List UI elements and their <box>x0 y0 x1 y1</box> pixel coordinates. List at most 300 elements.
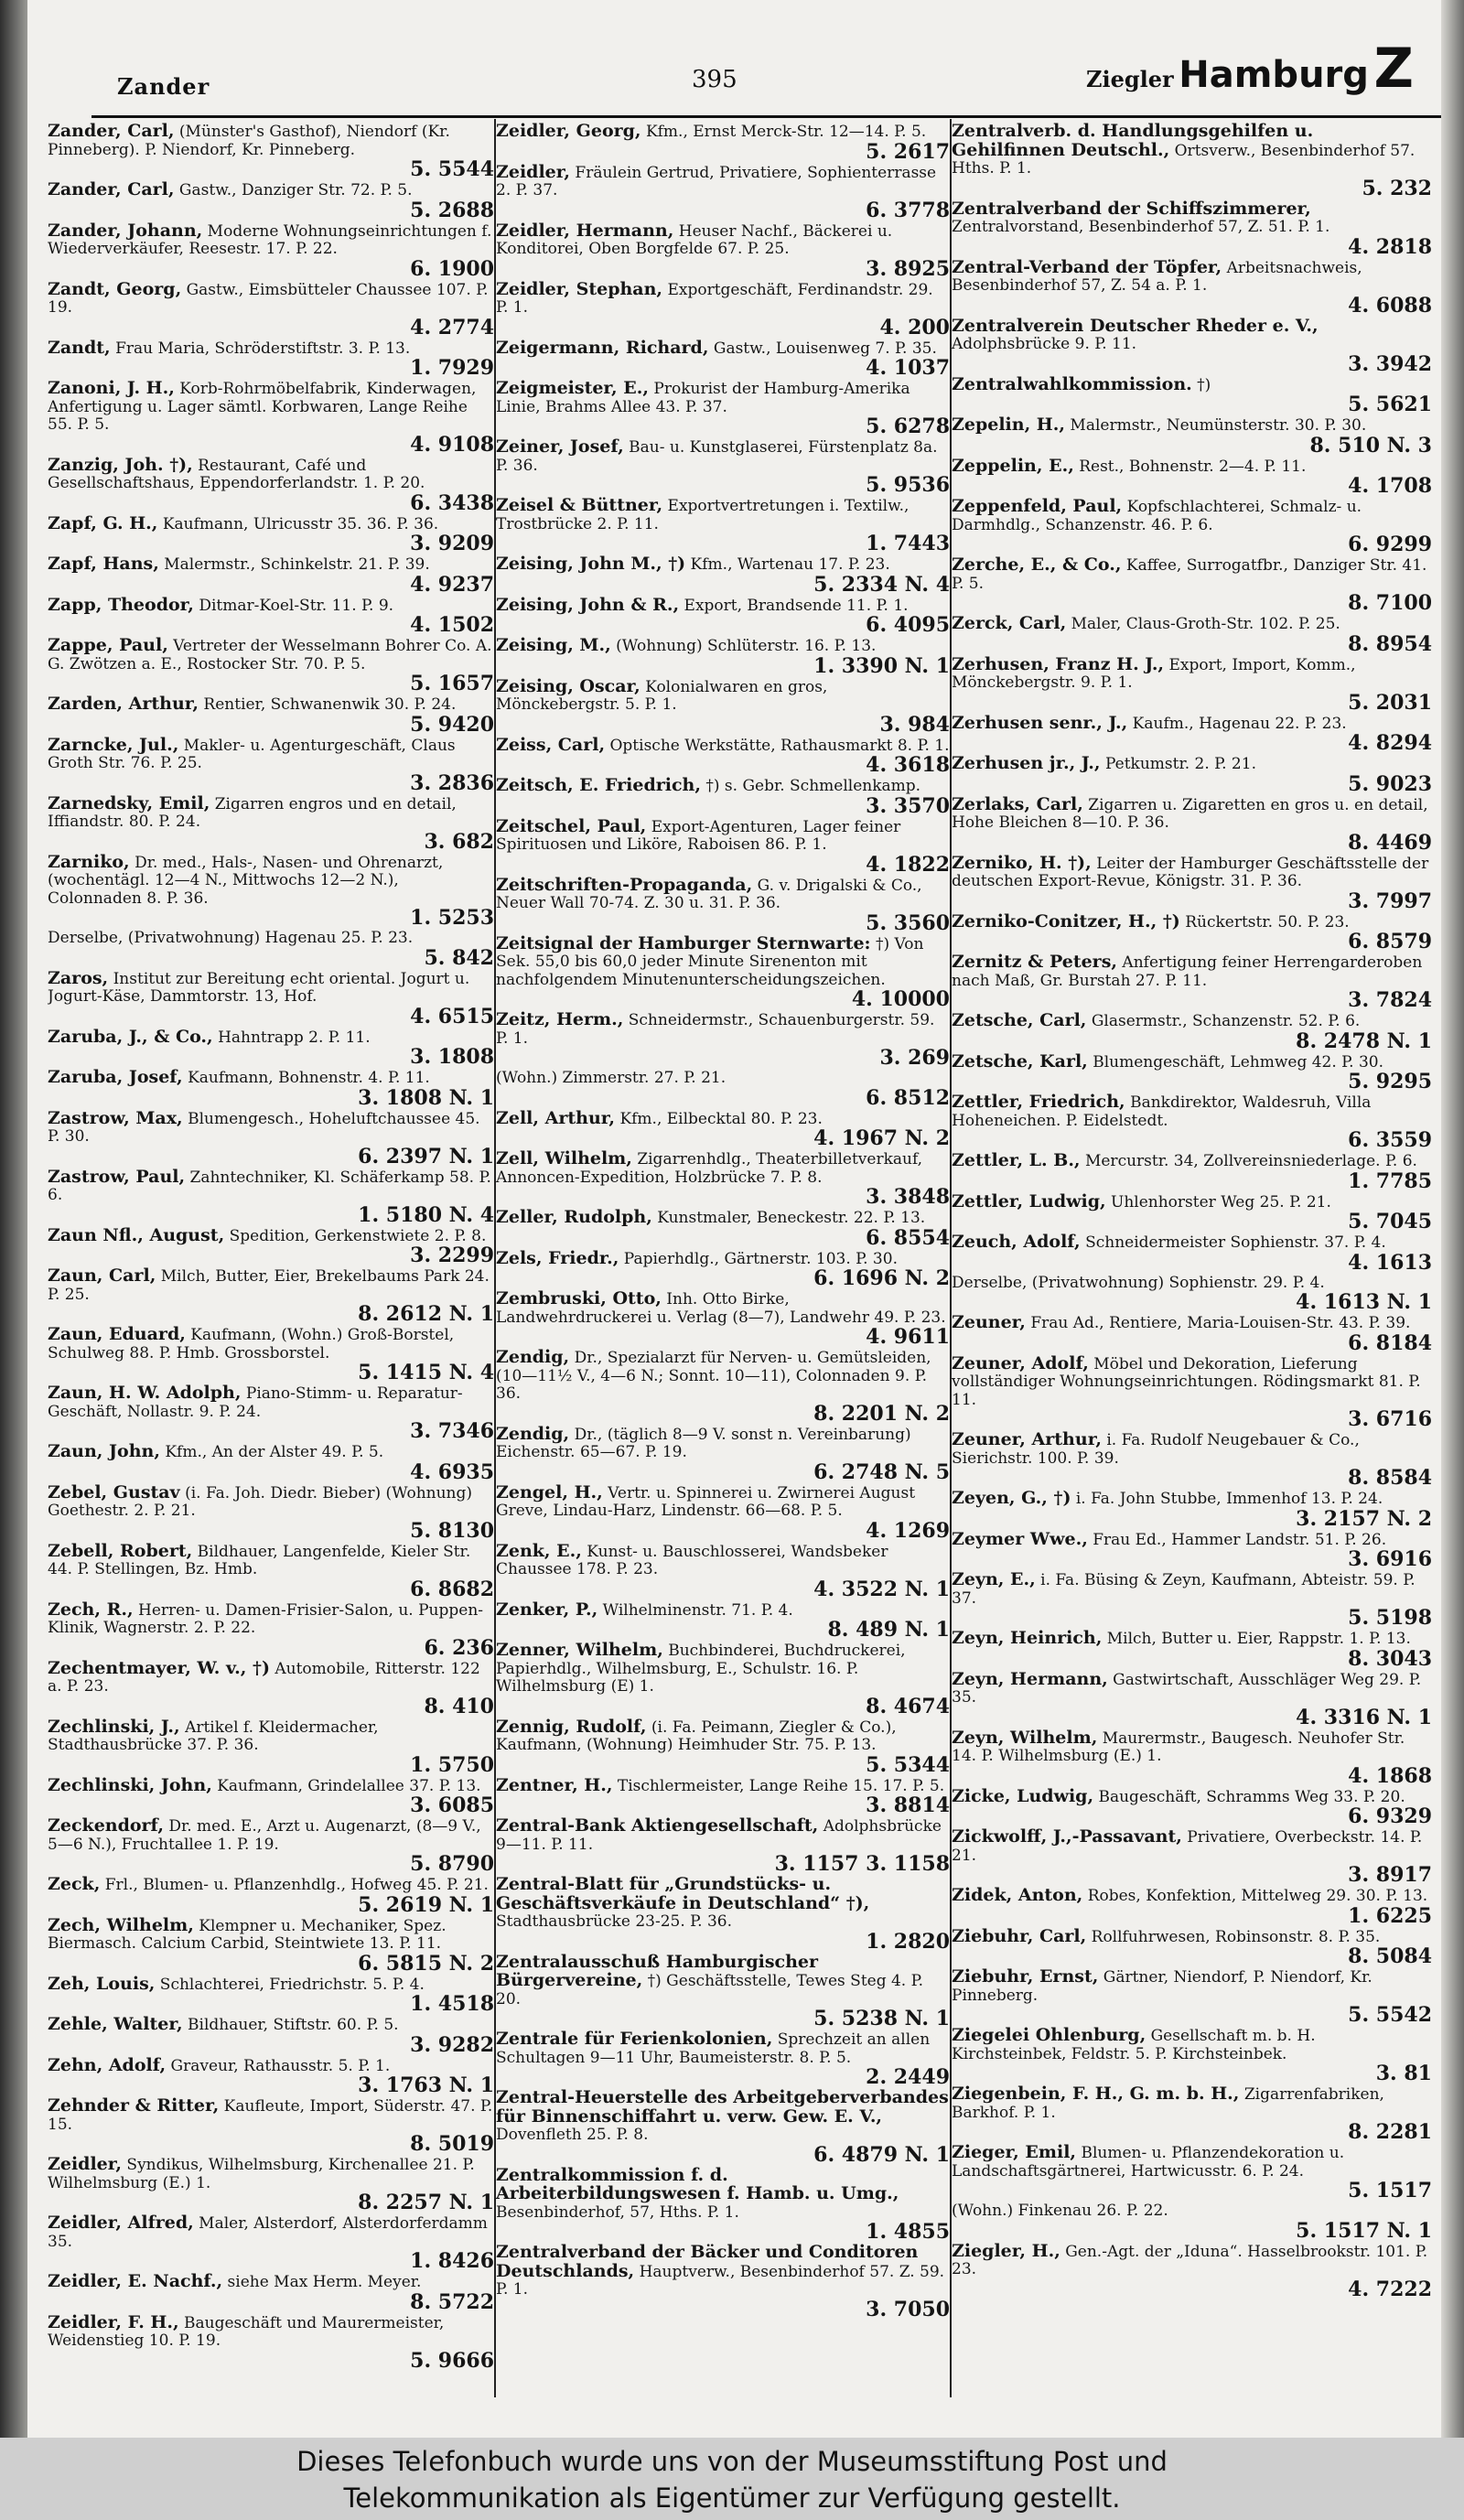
listing-details: Frl., Blumen- u. Pflanzenhdlg., Hofweg 45. P. 21. <box>104 1876 489 1894</box>
phone-number: 8. 489 N. 1 <box>827 1618 950 1642</box>
listing-details: Gastw., Louisenweg 7. P. 35. <box>713 339 937 358</box>
listing-name: Zeck, <box>48 1874 101 1894</box>
phone-number: 3. 7997 <box>1348 888 1432 913</box>
phone-number: 4. 1037 <box>866 356 950 380</box>
phone-number: 8. 4674 <box>866 1694 950 1718</box>
listing-name: Zastrow, Max, <box>48 1107 183 1128</box>
listing-details: siehe Max Herm. Meyer. <box>227 2273 422 2291</box>
phone-number: 6. 8184 <box>1348 1330 1432 1355</box>
listing-name: Zapf, G. H., <box>48 512 158 533</box>
listing-name: Zeppenfeld, Paul, <box>952 496 1123 516</box>
phone-number: 8. 2201 N. 2 <box>813 1401 950 1426</box>
listing-body <box>496 497 950 533</box>
listing-entry <box>952 2085 1432 2142</box>
listing-name: Zentralverband der Schiffszimmerer, <box>952 198 1311 219</box>
listing-entry <box>48 1224 494 1267</box>
phone-number: 3. 6716 <box>1348 1407 1432 1431</box>
listing-entry <box>496 1070 950 1108</box>
listing-name: Zerck, Carl, <box>952 613 1067 633</box>
listing-body <box>952 2240 1432 2279</box>
listing-entry <box>496 123 950 162</box>
listing-name: Ziegenbein, F. H., G. m. b. H., <box>952 2084 1240 2104</box>
listing-entry <box>48 1267 494 1324</box>
listing-entry <box>952 1828 1432 1885</box>
listing-entry <box>48 594 494 637</box>
phone-number: 3. 6085 <box>410 1793 494 1817</box>
listing-details: Rentier, Schwanenwik 30. P. 24. <box>203 695 457 714</box>
listing-entry <box>496 1349 950 1424</box>
listing-body <box>48 222 494 259</box>
listing-details: Kaffee, Surrogatfbr., Danziger Str. 41. P. 5. <box>952 556 1427 593</box>
phone-number: 8. 2281 <box>1348 2120 1432 2144</box>
phone-number: 6. 3559 <box>1348 1128 1432 1152</box>
listing-details: Zigarrenfabriken, Barkhof. P. 1. <box>952 2085 1384 2122</box>
listing-details: Gesellschaft m. b. H. Kirchsteinbek, Feldstr. 5. P. Kirchsteinbek. <box>952 2027 1316 2063</box>
header-left-word: Zander <box>117 73 210 100</box>
listing-entry <box>48 695 494 735</box>
phone-number: 4. 9108 <box>410 432 494 457</box>
phone-number: 3. 81 <box>1375 2062 1432 2085</box>
listing-details: Spedition, Gerkenstwiete 2. P. 8. <box>229 1226 487 1245</box>
directory-page <box>27 0 1441 2438</box>
listing-entry <box>952 1630 1432 1669</box>
column-3 <box>952 123 1432 2399</box>
listing-name: Zenner, Wilhelm, <box>496 1640 663 1660</box>
listing-details: Möbel und Dekoration, Lieferung vollständiger Wohnungseinrichtungen. Rödingsmarkt 81. P. 11. <box>952 1354 1421 1409</box>
listing-body <box>48 1817 494 1854</box>
phone-number: 1. 7929 <box>410 356 494 380</box>
listing-entry <box>496 932 950 1011</box>
listing-body <box>952 953 1432 990</box>
listing-details: Uhlenhorster Weg 25. P. 21. <box>1111 1192 1331 1212</box>
listing-details: Rest., Bohnenstr. 2—4. P. 11. <box>1079 457 1307 476</box>
phone-number: 8. 2478 N. 1 <box>1296 1028 1432 1053</box>
listing-details: Wilhelminenstr. 71. P. 4. <box>602 1600 793 1620</box>
listing-body <box>496 1481 950 1521</box>
listing-details: Dr. med., Hals-, Nasen- und Ohrenarzt, (wochentägl. 12—4 N., Mittwochs 12—2 N.), Colonnaden 8. P. 36. <box>48 853 444 908</box>
listing-details: Optische Werkstätte, Rathausmarkt 8. P. 1. <box>609 736 950 755</box>
listing-details: Export, Brandsende 11. P. 1. <box>684 596 909 615</box>
listing-entry <box>48 380 494 455</box>
listing-name: Zendig, <box>496 1423 570 1444</box>
phone-number: 6. 4879 N. 1 <box>813 2142 950 2167</box>
phone-number: 4. 1269 <box>866 1518 950 1543</box>
listing-name: Zeigermann, Richard, <box>496 337 709 358</box>
listing-body <box>952 793 1432 833</box>
listing-entry <box>48 1914 494 1976</box>
listing-body <box>48 637 494 673</box>
listing-body <box>496 1951 950 2009</box>
listing-name: Zell, Wilhelm, <box>496 1148 632 1168</box>
listing-name: Zeitsignal der Hamburger Sternwarte: <box>496 932 871 953</box>
listing-name: Zidek, Anton, <box>952 1885 1083 1905</box>
listing-details: Makler- u. Agenturgeschäft, Claus Groth Str. 76. P. 25. <box>48 736 456 772</box>
listing-details: Herren- u. Damen-Frisier-Salon, u. Puppen-Klinik, Wagnerstr. 2. P. 22. <box>48 1600 484 1637</box>
listing-name: Ziebuhr, Ernst, <box>952 1966 1099 1987</box>
listing-body <box>48 339 494 359</box>
listing-details: Bau- u. Kunstglaserei, Fürstenplatz 8a. P. 36. <box>496 438 938 475</box>
listing-entry <box>952 416 1432 456</box>
listing-name: Zeising, John & R., <box>496 594 680 615</box>
phone-number: 8. 5084 <box>1348 1944 1432 1968</box>
listing-name: Zeidler, E. Nachf., <box>48 2271 223 2291</box>
listing-body <box>952 1968 1432 2005</box>
listing-body <box>48 695 494 715</box>
column-2 <box>496 123 950 2399</box>
listing-name: Zernitz & Peters, <box>952 952 1118 972</box>
listing-entry <box>48 2214 494 2271</box>
listing-name: Zeising, John M., †) <box>496 554 686 574</box>
listing-body <box>48 930 494 948</box>
listing-name: Zetsche, Karl, <box>952 1050 1088 1072</box>
listing-body <box>496 932 950 990</box>
phone-number: 5. 5344 <box>866 1752 950 1777</box>
listing-name: Zeyn, Wilhelm, <box>952 1727 1098 1748</box>
listing-entry <box>952 852 1432 913</box>
column-1 <box>48 123 494 2399</box>
listing-entry <box>48 1973 494 2016</box>
listing-name: Zeckendorf, <box>48 1815 164 1836</box>
phone-number: 4. 1868 <box>1348 1763 1432 1788</box>
listing-entry <box>952 793 1432 855</box>
footer-line-2: Telekommunikation als Eigentümer zur Verfügung gestellt. <box>343 2482 1121 2514</box>
listing-entry <box>952 1528 1432 1571</box>
listing-entry <box>496 734 950 777</box>
listing-name: Zentralverein Deutscher Rheder e. V., <box>952 315 1319 336</box>
phone-number: 3. 1808 <box>410 1045 494 1069</box>
listing-entry <box>496 380 950 436</box>
phone-number: 8. 2612 N. 1 <box>358 1302 494 1326</box>
listing-name: Zettler, L. B., <box>952 1150 1081 1170</box>
listing-entry <box>496 1642 950 1717</box>
listing-body <box>496 380 950 416</box>
listing-name: Zarncke, Jul., <box>48 734 179 755</box>
listing-body <box>48 1107 494 1147</box>
listing-entry <box>952 1729 1432 1786</box>
listing-details: †) <box>1197 375 1211 394</box>
phone-number: 4. 2818 <box>1348 234 1432 259</box>
listing-body <box>48 594 494 616</box>
listing-body <box>48 1601 494 1638</box>
phone-number: 5. 8790 <box>410 1852 494 1876</box>
listing-details: Blumen- u. Pflanzendekoration u. Landschaftsgärtnerei, Hartwicusstr. 6. P. 24. <box>952 2144 1345 2181</box>
listing-entry <box>48 1774 494 1817</box>
listing-entry <box>496 1481 950 1543</box>
listing-entry <box>952 1571 1432 1628</box>
listing-body <box>48 1481 494 1521</box>
listing-details: Korb-Rohrmöbelfabrik, Kinderwagen, Anfertigung u. Lager sämtl. Korbwaren, Lange Reihe 55. P. 5. <box>48 380 477 434</box>
listing-details: Rollfuhrwesen, Robinsonstr. 8. P. 35. <box>1091 1927 1381 1946</box>
listing-details: Kfm., Ernst Merck-Str. 12—14. P. 5. <box>645 123 927 141</box>
phone-number: 8. 410 <box>424 1694 494 1718</box>
listing-entry <box>48 2016 494 2055</box>
listing-body <box>48 2016 494 2035</box>
header-right-word: Ziegler <box>1085 66 1174 92</box>
phone-number: 5. 2334 N. 4 <box>813 572 950 597</box>
listing-details: Besenbinderhof, 57, Hths. P. 1. <box>496 2202 739 2222</box>
listing-details: Zahntechniker, Kl. Schäferkamp 58. P. 6. <box>48 1168 491 1204</box>
listing-details: Maler, Claus-Groth-Str. 102. P. 25. <box>1071 615 1340 633</box>
listing-details: Zigarrenhdlg., Theaterbilletverkauf, Annoncen-Expedition, Holzbrücke 7. P. 8. <box>496 1150 923 1187</box>
phone-number: 1. 7785 <box>1348 1168 1432 1193</box>
listing-body <box>48 734 494 773</box>
listing-details: Kaufmann, Bohnenstr. 4. P. 11. <box>188 1069 430 1087</box>
listing-entry <box>952 910 1432 953</box>
listing-name: Zeidler, Stephan, <box>496 278 663 299</box>
listing-entry <box>496 1011 950 1068</box>
phone-number: 3. 7824 <box>1348 988 1432 1012</box>
phone-number: 3. 8814 <box>866 1793 950 1817</box>
listing-name: Zeidler, <box>496 161 571 182</box>
phone-number: 1. 5180 N. 4 <box>358 1202 494 1227</box>
phone-number: 4. 1708 <box>1348 474 1432 498</box>
listing-details: Dr., (täglich 8—9 V. sonst n. Vereinbarung) Eichenstr. 65—67. P. 19. <box>496 1425 911 1461</box>
listing-name: Zettler, Friedrich, <box>952 1092 1125 1112</box>
phone-number: 5. 7045 <box>1348 1210 1432 1233</box>
listing-body <box>48 380 494 435</box>
listing-entry <box>496 1247 950 1290</box>
listing-entry <box>496 497 950 554</box>
listing-name: Zandt, Georg, <box>48 278 182 299</box>
listing-entry <box>496 2244 950 2320</box>
footer-line-1: Dieses Telefonbuch wurde uns von der Museumsstiftung Post und <box>296 2446 1168 2477</box>
listing-body <box>952 1925 1432 1947</box>
listing-details: Bildhauer, Langenfelde, Kieler Str. 44. P. Stellingen, Bz. Hmb. <box>48 1542 471 1578</box>
listing-entry <box>952 1925 1432 1968</box>
listing-name: Zeitz, Herm., <box>496 1009 624 1029</box>
listing-entry <box>496 2164 950 2244</box>
listing-body <box>952 1233 1432 1253</box>
phone-number: 5. 9666 <box>410 2348 494 2373</box>
listing-entry <box>48 851 494 930</box>
listing-details: Schneidermeister Sophienstr. 37. P. 4. <box>1085 1233 1386 1252</box>
listing-entry <box>48 1481 494 1543</box>
listing-details: Kaufmann, (Wohn.) Groß-Borstel, Schulweg 88. P. Hmb. Grossborstel. <box>48 1326 455 1362</box>
listing-name: Ziegler, H., <box>952 2240 1060 2261</box>
listing-details: Frau Ed., Hammer Landstr. 51. P. 26. <box>1093 1530 1387 1549</box>
listing-entry <box>48 1718 494 1775</box>
phone-number: 5. 8130 <box>410 1518 494 1543</box>
listing-name: Zeuner, <box>952 1312 1026 1332</box>
listing-details: Export, Import, Komm., Mönckebergstr. 9. P. 1. <box>952 655 1356 692</box>
listing-name: Zeyn, E., <box>952 1569 1036 1589</box>
listing-details: Malermstr., Schinkelstr. 21. P. 39. <box>164 555 430 574</box>
phone-number: 3. 2836 <box>410 770 494 795</box>
phone-number: 5. 5621 <box>1348 393 1432 416</box>
listing-entry <box>952 1431 1432 1488</box>
phone-number: 8. 510 N. 3 <box>1309 433 1432 458</box>
listing-details: (Wohn.) Zimmerstr. 27. P. 21. <box>496 1069 727 1087</box>
phone-number: 1. 7443 <box>866 532 950 555</box>
listing-details: Derselbe, (Privatwohnung) Sophienstr. 29. P. 4. <box>952 1273 1325 1292</box>
listing-entry <box>48 2156 494 2213</box>
phone-number: 6. 9299 <box>1348 533 1432 556</box>
listing-entry <box>952 1275 1432 1313</box>
phone-number: 6. 8579 <box>1348 930 1432 953</box>
listing-body <box>952 1190 1432 1212</box>
listing-details: Ditmar-Koel-Str. 11. P. 9. <box>199 596 394 615</box>
listing-entry <box>952 755 1432 794</box>
listing-body <box>48 1069 494 1088</box>
listing-details: Institut zur Bereitung echt oriental. Jogurt u. Jogurt-Käse, Dammtorstr. 13, Hof. <box>48 969 470 1006</box>
listing-body <box>496 734 950 756</box>
listing-body <box>496 1642 950 1696</box>
listing-name: Zentral-Bank Aktiengesellschaft, <box>496 1815 819 1836</box>
listing-entry <box>496 1107 950 1150</box>
listing-details: (Wohn.) Finkenau 26. P. 22. <box>952 2202 1168 2220</box>
phone-number: 8. 5722 <box>410 2289 494 2314</box>
listing-body <box>48 1028 494 1048</box>
listing-name: Zentner, H., <box>496 1774 613 1795</box>
listing-details: Gastw., Eimsbütteler Chaussee 107. P. 19. <box>48 280 489 317</box>
listing-details: Stadthausbrücke 23-25. P. 36. <box>496 1912 732 1931</box>
listing-body <box>952 1630 1432 1649</box>
listing-details: Glasermstr., Schanzenstr. 52. P. 6. <box>1091 1012 1361 1030</box>
listing-name: Zickwolff, J.,-Passavant, <box>952 1826 1182 1847</box>
listing-entry <box>952 712 1432 755</box>
phone-number: 1. 3390 N. 1 <box>813 653 950 678</box>
listing-name: Zeymer Wwe., <box>952 1528 1088 1549</box>
phone-number: 8. 8954 <box>1348 631 1432 656</box>
listing-name: Zech, R., <box>48 1599 134 1620</box>
listing-entry <box>496 777 950 816</box>
listing-entry <box>48 1601 494 1658</box>
listing-details: Adolphsbrücke 9. P. 11. <box>952 335 1137 353</box>
phone-number: 3. 8917 <box>1348 1863 1432 1887</box>
listing-body <box>48 1224 494 1246</box>
listing-entry <box>496 161 950 222</box>
listing-body <box>496 1011 950 1048</box>
listing-body <box>48 278 494 318</box>
listing-details: Buchbinderei, Buchdruckerei, Papierhdlg., Wilhelmsburg, E., Schulstr. 16. P. Wilhelmsburg (E) 1. <box>496 1642 906 1696</box>
listing-entry <box>496 1150 950 1207</box>
listing-entry <box>496 675 950 737</box>
listing-body <box>952 498 1432 534</box>
listing-entry <box>48 339 494 379</box>
listing-body <box>496 815 950 855</box>
listing-name: Zicke, Ludwig, <box>952 1785 1094 1806</box>
listing-details: Kaufmann, Ulricusstr 35. 36. P. 36. <box>162 514 439 533</box>
phone-number: 6. 8682 <box>410 1577 494 1601</box>
listing-body <box>952 852 1432 891</box>
listing-details: †) Von Sek. 55,0 bis 60,0 jeder Minute Sirenenton mit nachfolgendem Minutenunterscheidungszeichen. <box>496 934 924 989</box>
listing-name: Zeyen, G., †) <box>952 1488 1071 1508</box>
listing-body <box>952 712 1432 734</box>
listing-name: Zaun, John, <box>48 1441 160 1461</box>
listing-name: Zaun, Carl, <box>48 1265 156 1286</box>
listing-body <box>48 1168 494 1205</box>
listing-body <box>496 1290 950 1327</box>
listing-details: G. v. Drigalski & Co., Neuer Wall 70-74. Z. 30 u. 31. P. 36. <box>496 876 922 912</box>
listing-body <box>952 455 1432 477</box>
listing-details: Fräulein Gertrud, Privatiere, Sophienterrasse 2. P. 37. <box>496 163 937 199</box>
phone-number: 3. 7050 <box>866 2297 950 2321</box>
listing-body <box>48 967 494 1007</box>
phone-number: 8. 8584 <box>1348 1466 1432 1490</box>
listing-name: Zehn, Adolf, <box>48 2054 167 2075</box>
phone-number: 6. 9329 <box>1348 1804 1432 1828</box>
phone-number: 5. 5544 <box>410 157 494 181</box>
header-rule <box>92 115 1441 118</box>
listing-name: Zerniko, H. †), <box>952 852 1092 873</box>
listing-entry <box>48 930 494 968</box>
listing-body <box>496 1601 950 1621</box>
listing-name: Zehle, Walter, <box>48 2014 183 2034</box>
phone-number: 5. 1517 <box>1348 2179 1432 2202</box>
listing-body <box>952 1050 1432 1072</box>
phone-number: 4. 6515 <box>410 1004 494 1028</box>
listing-entry <box>48 454 494 515</box>
phone-number: 3. 3942 <box>1348 351 1432 376</box>
phone-number: 3. 984 <box>879 712 950 737</box>
listing-body <box>952 2085 1432 2122</box>
listing-entry <box>48 1028 494 1068</box>
listing-entry <box>952 1233 1432 1273</box>
listing-entry <box>48 1657 494 1718</box>
listing-body <box>952 2027 1432 2063</box>
listing-body <box>496 1718 950 1755</box>
listing-name: Zembruski, Otto, <box>496 1288 662 1308</box>
listing-body <box>496 874 950 913</box>
phone-number: 3. 8925 <box>866 256 950 281</box>
listing-name: Zeitsch, E. Friedrich, <box>496 775 701 795</box>
phone-number: 5. 3560 <box>866 910 950 935</box>
listing-body <box>496 123 950 142</box>
listing-entry <box>496 1290 950 1347</box>
listing-details: Adolphsbrücke 9—11. P. 11. <box>496 1817 942 1854</box>
listing-entry <box>496 1817 950 1874</box>
phone-number: 5. 9536 <box>866 473 950 497</box>
listing-body <box>496 2164 950 2223</box>
listing-entry <box>48 1069 494 1108</box>
listing-name: Zentral-Blatt für „Grundstücks- u. Geschäftsverkäufe in Deutschland“ †), <box>496 1874 870 1913</box>
listing-body <box>496 1774 950 1796</box>
listing-details: Dovenfleth 25. P. 8. <box>496 2126 649 2144</box>
listing-details: Frau Ad., Rentiere, Maria-Louisen-Str. 43. P. 39. <box>1030 1314 1411 1332</box>
listing-name: Zeiner, Josef, <box>496 436 624 457</box>
listing-details: Piano-Stimm- u. Reparatur-Geschäft, Nollastr. 9. P. 24. <box>48 1384 463 1421</box>
listing-body <box>952 2202 1432 2221</box>
listing-entry <box>48 967 494 1028</box>
listing-entry <box>952 2240 1432 2301</box>
listing-name: Zechentmayer, W. v., †) <box>48 1657 270 1678</box>
listing-entry <box>952 1352 1432 1431</box>
listing-body <box>48 1657 494 1696</box>
listing-entry <box>952 2202 1432 2241</box>
listing-details: Vertreter der Wesselmann Bohrer Co. A. G. Zwötzen a. E., Rostocker Str. 70. P. 5. <box>48 637 492 673</box>
listing-name: Zentrale für Ferienkolonien, <box>496 2029 773 2049</box>
listing-name: Zentralkommission f. d. Arbeiterbildungswesen f. Hamb. u. Umg., <box>496 2164 899 2203</box>
listing-body <box>48 2156 494 2192</box>
listing-name: Zels, Friedr., <box>496 1247 619 1268</box>
listing-name: Zaun, H. W. Adolph, <box>48 1383 242 1403</box>
phone-number: 5. 2688 <box>410 198 494 222</box>
phone-number: 3. 6916 <box>1348 1547 1432 1571</box>
listing-entry <box>48 1384 494 1441</box>
listing-body <box>496 1107 950 1129</box>
listing-body <box>48 1914 494 1954</box>
listing-name: Zeuner, Adolf, <box>952 1352 1089 1373</box>
listing-details: Hahntrapp 2. P. 11. <box>218 1028 371 1047</box>
listing-name: Zarden, Arthur, <box>48 694 199 714</box>
listing-body <box>952 2144 1432 2181</box>
listing-entry <box>48 555 494 595</box>
listing-details: Dr. med. E., Arzt u. Augenarzt, (8—9 V., 5—6 N.), Fruchtallee 1. P. 19. <box>48 1817 481 1854</box>
listing-body <box>48 1540 494 1579</box>
listing-entry <box>48 1107 494 1168</box>
listing-details: Privatiere, Overbeckstr. 14. P. 21. <box>952 1828 1423 1865</box>
listing-name: Zengel, H., <box>496 1481 603 1502</box>
